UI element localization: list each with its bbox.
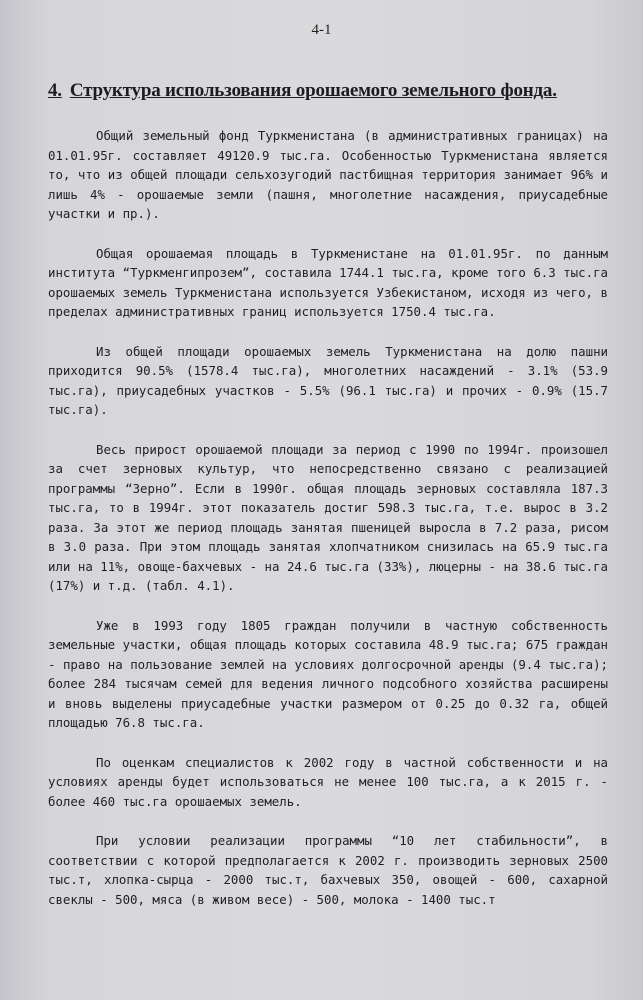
paragraph-private-land: Уже в 1993 году 1805 граждан получили в частную собственность земельные участки, общая площадь которых составила 48.9 тыс.га; 675 граждан - право на пользование землей на условиях долгосрочной аренды (9.4 тыс.га); более 284 тысячам семей для ведения личного подсобного хозяйства расширены и вновь выделены приусадебные участки размером от 0.25 до 0.32 га, общей площадью 76.8 тыс.га.	[48, 617, 608, 730]
paragraph-forecast: По оценкам специалистов к 2002 году в частной собственности и на условиях аренды будет использоваться не менее 100 тыс.га, а к 2015 г. - более 460 тыс.га орошаемых земель.	[48, 754, 608, 809]
section-heading	[48, 80, 608, 102]
paragraph-grain-growth: Весь прирост орошаемой площади за период с 1990 по 1994г. произошел за счет зерновых культур, что непосредственно связано с реализацией программы “Зерно”. Если в 1990г. общая площадь зерновых составляла 187.3 тыс.га, то в 1994г. этот показатель достиг 598.3 тыс.га, т.е. вырос в 3.2 раза. За этот же период площадь занятая пшеницей выросла в 7.2 раза, рисом в 3.0 раза. При этом площадь занятая хлопчатником снизилась на 65.9 тыс.га или на 11%, овоще-бахчевых - на 24.6 тыс.га (33%), люцерны - на 38.6 тыс.га (17%) и т.д. (табл. 4.1).	[48, 441, 608, 593]
paragraph-stability-program: При условии реализации программы “10 лет стабильности”, в соответствии с которой предполагается к 2002 г. производить зерновых 2500 тыс.т, хлопка-сырца - 2000 тыс.т, бахчевых 350, овощей - 600, сахарной свеклы - 500, мяса (в живом весе) - 500, молока - 1400 тыс.т	[48, 833, 608, 907]
paragraph-irrigated-area: Общая орошаемая площадь в Туркменистане на 01.01.95г. по данным института “Туркменгипрозем”, составила 1744.1 тыс.га, кроме того 6.3 тыс.га орошаемых земель Туркменистана используется Узбекистаном, исходя из чего, в пределах административных границ используется 1750.4 тыс.га.	[48, 245, 608, 319]
body-text	[48, 126, 608, 929]
section-title: Структура использования орошаемого земельного фонда.	[69, 80, 557, 101]
page-number: 4-1	[311, 22, 332, 38]
paragraph-land-fund: Общий земельный фонд Туркменистана (в административных границах) на 01.01.95г. составляет 49120.9 тыс.га. Особенностью Туркменистана является то, что из общей площади сельхозугодий пастбищная территория занимает 96% и лишь 4% - орошаемые земли (пашня, многолетние насаждения, приусадебные участки и пр.).	[48, 128, 608, 221]
section-number: 4.	[48, 80, 62, 101]
paragraph-arable-share: Из общей площади орошаемых земель Туркменистана на долю пашни приходится 90.5% (1578.4 тыс.га), многолетних насаждений - 3.1% (53.9 тыс.га), приусадебных участков - 5.5% (96.1 тыс.га) и прочих - 0.9% (15.7 тыс.га).	[48, 343, 608, 417]
